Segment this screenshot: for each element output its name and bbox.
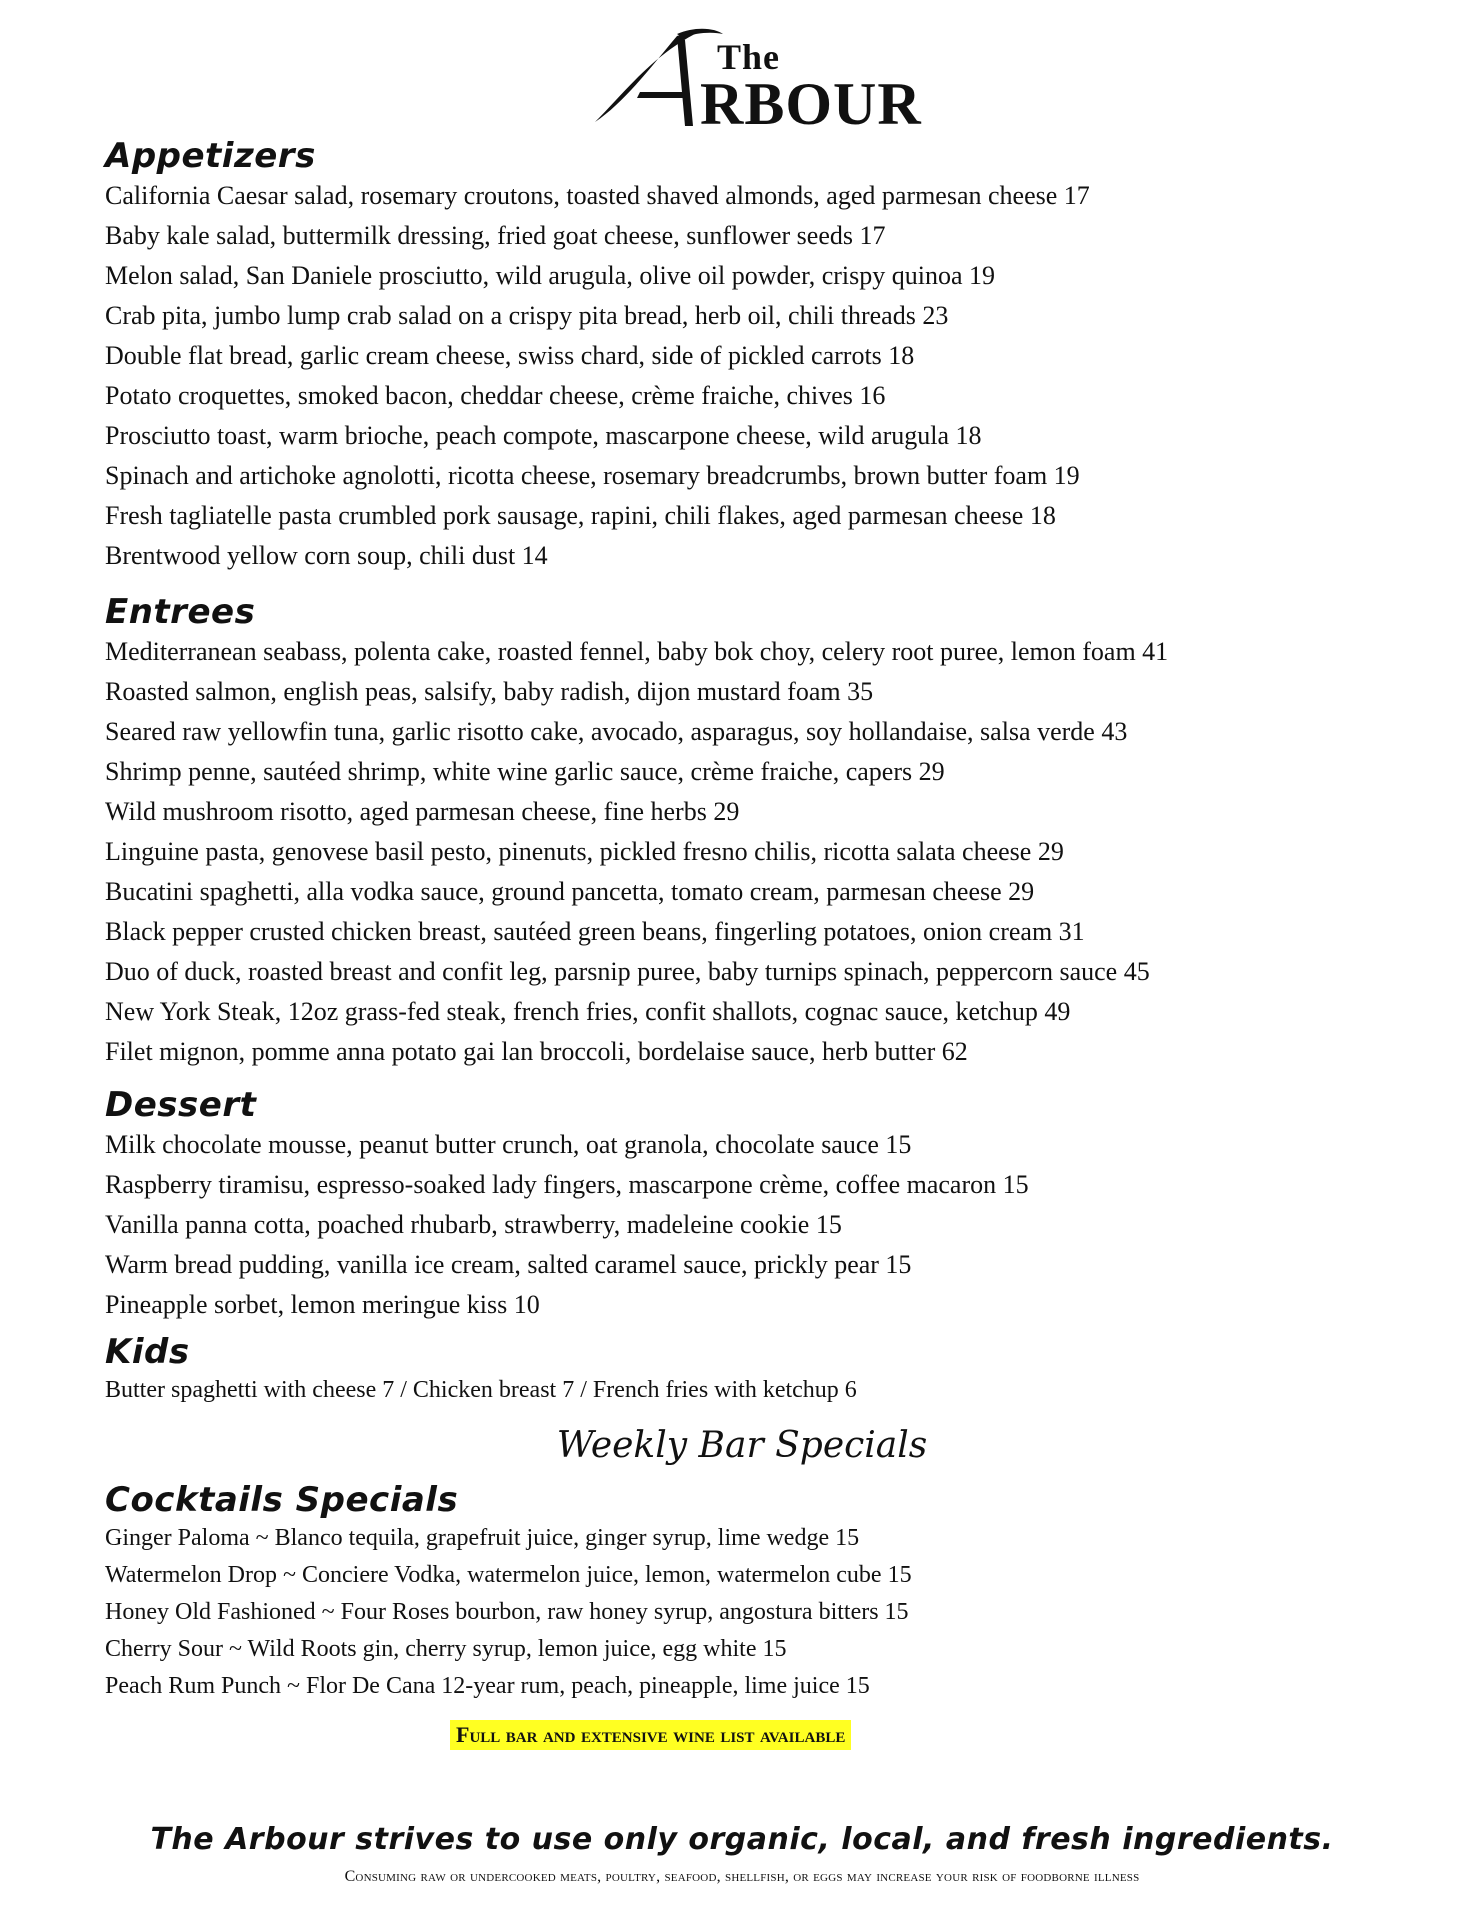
kids-section (105, 1332, 1425, 1409)
menu-item: Cherry Sour ~ Wild Roots gin, cherry syrup, lemon juice, egg white 15 (105, 1636, 787, 1662)
menu-item: Linguine pasta, genovese basil pesto, pinenuts, pickled fresno chilis, ricotta salata cheese 29 (105, 837, 1064, 866)
menu-item: Butter spaghetti with cheese 7 / Chicken breast 7 / French fries with ketchup 6 (105, 1377, 857, 1403)
menu-item: Warm bread pudding, vanilla ice cream, salted caramel sauce, prickly pear 15 (105, 1250, 912, 1279)
bar-specials-title: Weekly Bar Specials (556, 1425, 928, 1466)
cocktails-section (105, 1480, 1425, 1705)
menu-item: Baby kale salad, buttermilk dressing, fried goat cheese, sunflower seeds 17 (105, 221, 886, 250)
footer-tagline: The Arbour strives to use only organic, local, and fresh ingredients. (150, 1822, 1334, 1857)
menu-item: New York Steak, 12oz grass-fed steak, french fries, confit shallots, cognac sauce, ketchup 49 (105, 997, 1071, 1026)
menu-item: Spinach and artichoke agnolotti, ricotta cheese, rosemary breadcrumbs, brown butter foam 19 (105, 461, 1080, 490)
menu-item: Mediterranean seabass, polenta cake, roasted fennel, baby bok choy, celery root puree, lemon foam 41 (105, 637, 1169, 666)
restaurant-logo (585, 22, 922, 137)
logo-rbour-text: RBOUR (700, 71, 922, 137)
menu-item: Melon salad, San Daniele prosciutto, wild arugula, olive oil powder, crispy quinoa 19 (105, 261, 995, 290)
menu-item: Seared raw yellowfin tuna, garlic risotto cake, avocado, asparagus, soy hollandaise, salsa verde 43 (105, 717, 1128, 746)
footer-warning: Consuming raw or undercooked meats, poultry, seafood, shellfish, or eggs may increase your risk of foodborne illness (344, 1868, 1140, 1885)
dessert-heading: Dessert (105, 1085, 257, 1125)
menu-item: California Caesar salad, rosemary croutons, toasted shaved almonds, aged parmesan cheese 17 (105, 181, 1090, 210)
menu-item: Peach Rum Punch ~ Flor De Cana 12-year rum, peach, pineapple, lime juice 15 (105, 1673, 870, 1699)
bar-note-highlight: Full bar and extensive wine list available (450, 1720, 851, 1750)
cocktails-heading: Cocktails Specials (105, 1480, 459, 1520)
menu-item: Fresh tagliatelle pasta crumbled pork sausage, rapini, chili flakes, aged parmesan cheese 18 (105, 501, 1056, 530)
menu-item: Bucatini spaghetti, alla vodka sauce, ground pancetta, tomato cream, parmesan cheese 29 (105, 877, 1035, 906)
entrees-heading: Entrees (105, 592, 256, 632)
dessert-section (105, 1085, 1425, 1325)
entrees-section (105, 592, 1425, 1072)
menu-item: Shrimp penne, sautéed shrimp, white wine garlic sauce, crème fraiche, capers 29 (105, 757, 945, 786)
menu-item: Roasted salmon, english peas, salsify, baby radish, dijon mustard foam 35 (105, 677, 874, 706)
menu-item: Black pepper crusted chicken breast, sautéed green beans, fingerling potatoes, onion cream 31 (105, 917, 1085, 946)
menu-item: Double flat bread, garlic cream cheese, swiss chard, side of pickled carrots 18 (105, 341, 915, 370)
appetizers-heading: Appetizers (105, 136, 316, 176)
menu-item: Filet mignon, pomme anna potato gai lan broccoli, bordelaise sauce, herb butter 62 (105, 1037, 968, 1066)
menu-item: Duo of duck, roasted breast and confit leg, parsnip puree, baby turnips spinach, peppercorn sauce 45 (105, 957, 1150, 986)
menu-item: Crab pita, jumbo lump crab salad on a crispy pita bread, herb oil, chili threads 23 (105, 301, 949, 330)
menu-item: Vanilla panna cotta, poached rhubarb, strawberry, madeleine cookie 15 (105, 1210, 842, 1239)
menu-item: Milk chocolate mousse, peanut butter crunch, oat granola, chocolate sauce 15 (105, 1130, 912, 1159)
kids-heading: Kids (105, 1332, 190, 1372)
logo-the-text: The (717, 37, 781, 77)
menu-item: Potato croquettes, smoked bacon, cheddar cheese, crème fraiche, chives 16 (105, 381, 886, 410)
menu-item: Watermelon Drop ~ Conciere Vodka, watermelon juice, lemon, watermelon cube 15 (105, 1562, 912, 1588)
menu-item: Brentwood yellow corn soup, chili dust 14 (105, 541, 548, 570)
appetizers-section (105, 136, 1425, 576)
menu-item: Prosciutto toast, warm brioche, peach compote, mascarpone cheese, wild arugula 18 (105, 421, 982, 450)
menu-item: Ginger Paloma ~ Blanco tequila, grapefruit juice, ginger syrup, lime wedge 15 (105, 1525, 860, 1551)
menu-item: Honey Old Fashioned ~ Four Roses bourbon, raw honey syrup, angostura bitters 15 (105, 1599, 909, 1625)
menu-item: Pineapple sorbet, lemon meringue kiss 10 (105, 1290, 540, 1319)
menu-item: Raspberry tiramisu, espresso-soaked lady fingers, mascarpone crème, coffee macaron 15 (105, 1170, 1029, 1199)
menu-item: Wild mushroom risotto, aged parmesan cheese, fine herbs 29 (105, 797, 740, 826)
